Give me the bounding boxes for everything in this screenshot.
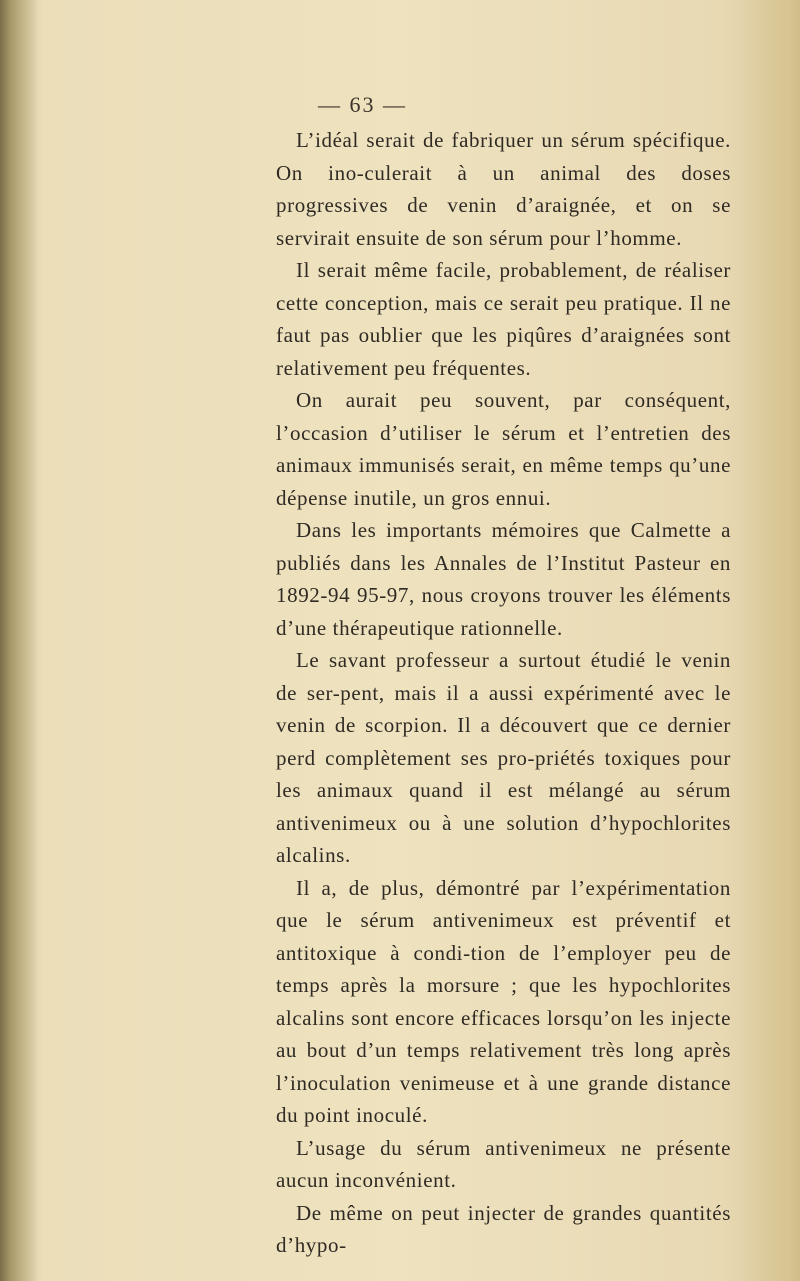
page-left-binding-shadow <box>0 0 38 1281</box>
paragraph-5: Le savant professeur a surtout étudié le venin de ser-pent, mais il a aussi expérimenté avec le venin de scorpion. Il a découvert que ce dernier perd complètement ses pro-priétés toxiques pour les animaux quand il est mélangé au sérum antivenimeux ou à une solution d’hypochlorites alcalins. <box>276 648 731 867</box>
paragraph-3: On aurait peu souvent, par conséquent, l’occasion d’utiliser le sérum et l’entretien des animaux immunisés serait, en même temps qu’une dépense inutile, un gros ennui. <box>276 388 731 510</box>
page-number: — 63 — <box>318 92 407 117</box>
page-right-edge-stain <box>740 0 800 1281</box>
paragraph-6: Il a, de plus, démontré par l’expérimentation que le sérum antivenimeux est préventif et antitoxique à condi-tion de l’employer peu de temps après la morsure ; que les hypochlorites alcalins sont encore efficaces lorsqu’on les injecte au bout d’un temps relativement très long après l’inoculation venimeuse et à une grande distance du point inoculé. <box>276 875 731 1127</box>
paragraph-2: Il serait même facile, probablement, de réaliser cette conception, mais ce serait peu pratique. Il ne faut pas oublier que les piqûres d’araignées sont relativement peu fréquentes. <box>276 258 731 380</box>
paragraph-7: L’usage du sérum antivenimeux ne présente aucun inconvénient. <box>276 1135 731 1192</box>
paragraph-8: De même on peut injecter de grandes quantités d’hypo- <box>276 1200 731 1257</box>
paragraph-4: Dans les importants mémoires que Calmette a publiés dans les Annales de l’Institut Pasteur en 1892-94 95-97, nous croyons trouver les éléments d’une thérapeutique rationnelle. <box>276 518 731 640</box>
paragraph-1: L’idéal serait de fabriquer un sérum spécifique. On ino-culerait à un animal des doses progressives de venin d’araignée, et on se servirait ensuite de son sérum pour l’homme. <box>276 128 731 250</box>
body-text <box>276 124 731 1262</box>
